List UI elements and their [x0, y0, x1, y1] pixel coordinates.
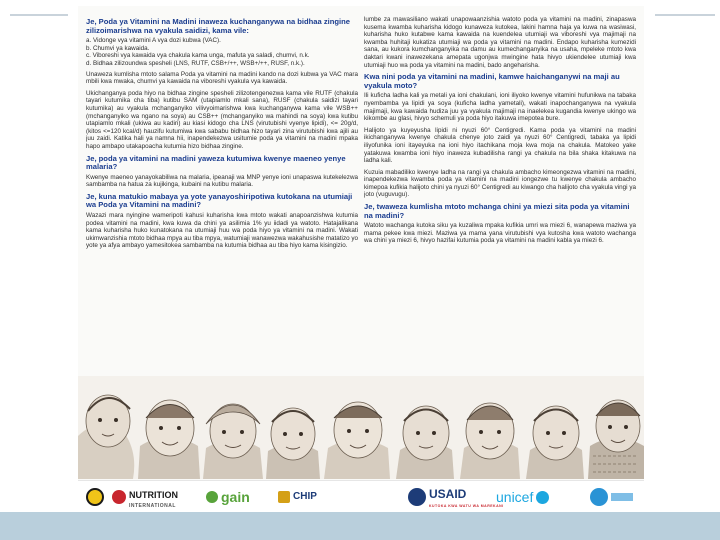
continued-paragraph: lumbe za mawasiliano wakati unapowaanzishia watoto poda ya vitamini na madini, zinapaswa kusema kwamba kuharisha kidogo kunaweza kutokea, lakini hamna haja ya kuwa na wasiwasi, kuharisha huko kutabwe kama kawaida na kuendelea utumiaji wa viboreshi vya majimaji na kwamba huhitaji kukatiza utumiaji wa poda ya vitamini na madini. Endapo kuharisha kumezidi sana, au kukora kumchanganyika na damu au kumechanganyika na usaha, mpeleke mtoto kwa daktari kwani inawezekana amepata ugonjwa mwingine hata hivyo ukiendelee utumiaji kwa utumiaji huo wa poda ya vitamini na madini, bado angeharisha. — [364, 16, 636, 69]
list-item: b. Chumvi ya kawaida. — [86, 44, 150, 52]
chip-figure-icon — [278, 491, 290, 503]
answer-paragraph: Unaweza kumlisha mtoto salama Poda ya vitamini na madini kando na dozi kubwa ya VAC mara mbili kwa mwaka, chumvi ya kawaida na viboreshi vyakula vya kawaida. — [86, 70, 358, 86]
wfp-wreath-icon — [590, 488, 608, 506]
answer-paragraph: Halijoto ya kuyeyusha lipidi ni nyuzi 60° Centigredi. Kama poda ya vitamini na madini ikichanganywa kwenye chakula chenye joto zaidi ya nyuzi 60° Centigredi, tabaka ya lipidi iliyofunika ioni itayeyuka na ioni hiyo itachikana moja kwa moja na chakula. Matokeo yake yatakuwa kwamba ioni hiyo inaweza kubadilisha rangi ya chakula na bila shaka kitakuwa na ladha kali. — [364, 126, 636, 165]
nutrition-logo-sub: INTERNATIONAL — [129, 503, 176, 509]
answer-paragraph: Watoto wachanga kutoka siku ya kuzaliwa mpaka kufikia umri wa miezi 6, wanapewa maziwa ya mama pekee kwa miezi. Maziwa ya mama yana virutubishi vya kutosha kwa watoto wachanga wa chini ya miezi 6, hivyo hazifai kutumia poda ya vitamini na madini kabla ya miezi 6. — [364, 222, 636, 245]
nutrition-leaf-icon — [112, 490, 126, 504]
nutrition-international-logo — [112, 487, 178, 507]
nutrition-logo-name: NUTRITION — [129, 490, 178, 500]
gain-logo-name: gain — [221, 489, 250, 505]
usaid-logo — [408, 487, 504, 507]
wfp-logo — [590, 487, 633, 507]
question-heading: Je, poda ya vitamini na madini yaweza kutumiwa kwenye maeneo yenye malaria? — [86, 153, 346, 172]
answer-list — [86, 37, 358, 67]
children-illustration — [78, 376, 644, 479]
answer-paragraph: Ili kuficha ladha kali ya metali ya ioni chakulani, ioni iliyoko kwenye vitamini hufunikwa na tabaka nyembamba ya lipidi ya soya (kuficha ladha yametali), wakati inapochanganywa na vyakula majimaji, kwa kawaida hudiza juu ya vyakula majimaji na inaelekea kugandia kwenye ukingo wa kikombe au glasi, hivyo schemuli ya poda hiyo itakuwa imepotea bure. — [364, 92, 636, 123]
child-figure — [266, 408, 320, 479]
chip-logo-name: CHIP — [293, 491, 317, 502]
slide-bottom-band — [0, 512, 720, 540]
usaid-seal-icon — [408, 488, 426, 506]
list-item: d. Bidhaa zilizoundwa spesheli (LNS, RUTF, CSB+/++, WSB+/++, RUSF, n.k.). — [86, 59, 305, 67]
usaid-logo-sub: KUTOKA KWA WATU WA MAREKANI — [429, 504, 504, 508]
slide-rule-left — [10, 14, 68, 16]
answer-paragraph: Kwenye maeneo yanayokabiliwa na malaria, ipeanaji wa MNP yenye ioni unapaswa kutekelezwa sambamba na hatua za kujikinga, kubaini na kutibu malaria. — [86, 173, 358, 189]
gain-logo — [206, 487, 250, 507]
document-page — [78, 6, 644, 511]
unicef-logo — [496, 487, 549, 507]
unicef-globe-icon — [536, 491, 549, 504]
children-drawing — [78, 376, 644, 479]
chip-logo — [278, 487, 317, 507]
question-heading: Je, kuna matukio mabaya ya yote yanayoshiripotiwa kutokana na utumiaji wa Poda ya Vitamini na madini? — [86, 191, 353, 210]
slide-rule-right — [655, 14, 715, 16]
left-column — [86, 16, 358, 372]
question-heading: Je, twaweza kumlisha mtoto mchanga chini ya miezi sita poda ya vitamini na madini? — [364, 202, 630, 220]
usaid-logo-name: USAID — [429, 487, 467, 501]
unicef-logo-name: unicef — [496, 489, 534, 505]
seal-icon — [86, 488, 104, 506]
answer-paragraph: Kuzuia mabadiliko kwenye ladha na rangi ya chakula ambacho kimeongezwa vitamini na madini, inapendekezwa kwamba poda ya vitamini na madini iongezwe tu kwenye chakula ambacho kimepoa kufikia halijoto chini ya nyuzi 60° Centigredi au kiwango cha halijoto cha vyakula vingi ya joto (vuguvugu). — [364, 168, 636, 199]
list-item: c. Viboreshi vya kawaida vya chakula kama unga, mafuta ya saladi, chumvi, n.k. — [86, 52, 310, 60]
answer-paragraph: Wazazi mara nyingine wameripoti kahusi kuharisha kwa mtoto wakati anapoanzishwa kutumia podea vitamini na madini, kwa kuwa da chini ya asilimia 1% yu iidadi ya watoto. Hatajalikana kama kuharisha huko kunatokana na utumiaji huu wa poda hiyo ya vitamini na madini. Wakati ukimwanzishia mtoto bidhaa mpya au tiba mpya, watumiaji wanawezwa wakahusishe matatizo yo yote ya afya ambayo yamesitokea sambamba na kutumia bidhaa au tiba hiyo kama kisingizio. — [86, 212, 358, 250]
question-heading: Je, Poda ya Vitamini na Madini inaweza kuchanganywa na bidhaa zingine zilizoimarishwa na vyakula saidizi, kama vile: — [86, 17, 351, 35]
list-item: a. Vidonge vya vitamini A vya dozi kubwa (VAC). — [86, 37, 221, 45]
sponsor-logo-strip — [78, 480, 644, 511]
wfp-text-icon — [611, 493, 633, 501]
question-heading: Kwa nini poda ya vitamini na madini, kamwe haichanganywi na maji au vyakula moto? — [364, 72, 620, 90]
government-seal-logo — [86, 487, 104, 507]
gain-swirl-icon — [206, 491, 218, 503]
answer-paragraph: Ukichanganya poda hiyo na bidhaa zingine spesheli zilizotengenezwa kama vile RUTF (chakula tayari kutumika cha tiba) kutibu SAM (utapiamlo mkali sana), RUSF (chakula saidizi tayari kutumika) au vyakula mchanganyiko vilivyoimarishwa kwa kuchanganywa kama vile WSB++ (mchanganyiko wa ngano na soya) au CSB++ (mchanganyiko wa mahindi na soya) kwa kutibu utapiamlo mkali (ukiwa au kadiri) au kiasi kidogo cha LNS (virutubishi vyenye lipidi), <= 20g/d, (kitos <=120 kcal/d) hauzifu kutumiwa kwa sababu bidhaa hizo tayari zina virutubishi kwa ajili au juu zaidi. Katika hali ya namna hii, inapendekezwa usitumie poda ya vitamini na madini mpaka hapo ambapo utakapoacha kutumia hizo bidhaa zingine. — [86, 89, 358, 150]
right-column — [364, 16, 636, 372]
